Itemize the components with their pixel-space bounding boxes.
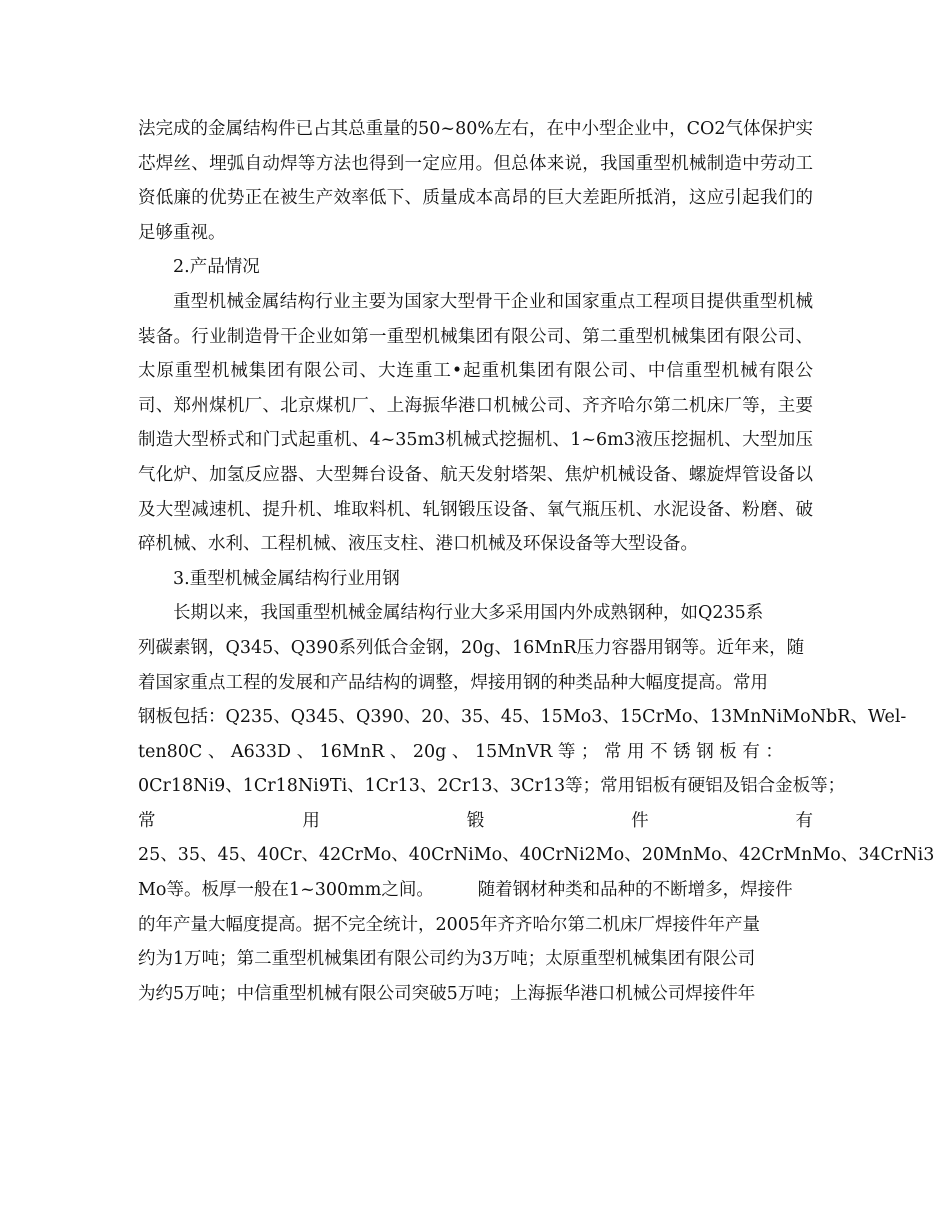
paragraph-steel-usage xyxy=(138,596,935,1011)
text-line: 着国家重点工程的发展和产品结构的调整，焊接用钢的种类品种大幅度提高。常用 xyxy=(138,672,768,693)
text-line: ten80C 、 A633D 、 16MnR 、 20g 、 15MnVR 等 ； 常 用 不 锈 钢 板 有 ： xyxy=(138,741,783,762)
section-heading-product-situation: 2.产品情况 xyxy=(173,257,260,278)
spread-text-line xyxy=(138,804,813,839)
spread-word: 常 xyxy=(138,810,156,831)
spread-word: 有 xyxy=(795,810,813,831)
text-line: 约为1万吨；第二重型机械集团有限公司约为3万吨；太原重型机械集团有限公司 xyxy=(138,949,756,970)
spread-word: 锻 xyxy=(466,810,485,831)
text-line: 为约5万吨；中信重型机械有限公司突破5万吨；上海振华港口机械公司焊接件年 xyxy=(138,983,756,1004)
paragraph-welding-overview: 法完成的金属结构件已占其总重量的50~80%左右，在中小型企业中，CO2气体保护实芯焊丝、埋弧自动焊等方法也得到一定应用。但总体来说，我国重型机械制造中劳动工资低廉的优势正在被生产效率低下、质量成本高昂的巨大差距所抵消，这应引起我们的足够重视。 xyxy=(138,119,813,243)
text-line: 长期以来，我国重型机械金属结构行业大多采用国内外成熟钢种，如Q235系 xyxy=(173,603,764,624)
text-line: 25、35、45、40Cr、42CrMo、40CrNiMo、40CrNi2Mo、20MnMo、42CrMnMo、34CrNi3 xyxy=(138,845,935,866)
text-line: 的年产量大幅度提高。据不完全统计，2005年齐齐哈尔第二机床厂焊接件年产量 xyxy=(138,914,761,935)
document-body xyxy=(138,112,935,1011)
text-line: 钢板包括：Q235、Q345、Q390、20、35、45、15Mo3、15CrMo、13MnNiMoNbR、Wel- xyxy=(138,707,907,728)
section-heading-steel-usage: 3.重型机械金属结构行业用钢 xyxy=(173,568,400,589)
text-line: 0Cr18Ni9、1Cr18Ni9Ti、1Cr13、2Cr13、3Cr13等；常用铝板有硬铝及铝合金板等； xyxy=(138,776,846,797)
spread-word: 用 xyxy=(302,810,320,831)
paragraph-product-situation: 重型机械金属结构行业主要为国家大型骨干企业和国家重点工程项目提供重型机械装备。行业制造骨干企业如第一重型机械集团有限公司、第二重型机械集团有限公司、太原重型机械集团有限公司、大连重工•起重机集团有限公司、中信重型机械有限公司、郑州煤机厂、北京煤机厂、上海振华港口机械公司、齐齐哈尔第二机床厂等，主要制造大型桥式和门式起重机、4~35m3机械式挖掘机、1~6m3液压挖掘机、大型加压气化炉、加氢反应器、大型舞台设备、航天发射塔架、焦炉机械设备、螺旋焊管设备以及大型减速机、提升机、堆取料机、轧钢锻压设备、氧气瓶压机、水泥设备、粉磨、破碎机械、水利、工程机械、液压支柱、港口机械及环保设备等大型设备。 xyxy=(138,291,813,555)
text-line: Mo等。板厚一般在1~300mm之间。 随着钢材种类和品种的不断增多，焊接件 xyxy=(138,880,793,901)
spread-word: 件 xyxy=(631,810,649,831)
text-line: 列碳素钢，Q345、Q390系列低合金钢，20g、16MnR压力容器用钢等。近年来，随 xyxy=(138,637,805,658)
